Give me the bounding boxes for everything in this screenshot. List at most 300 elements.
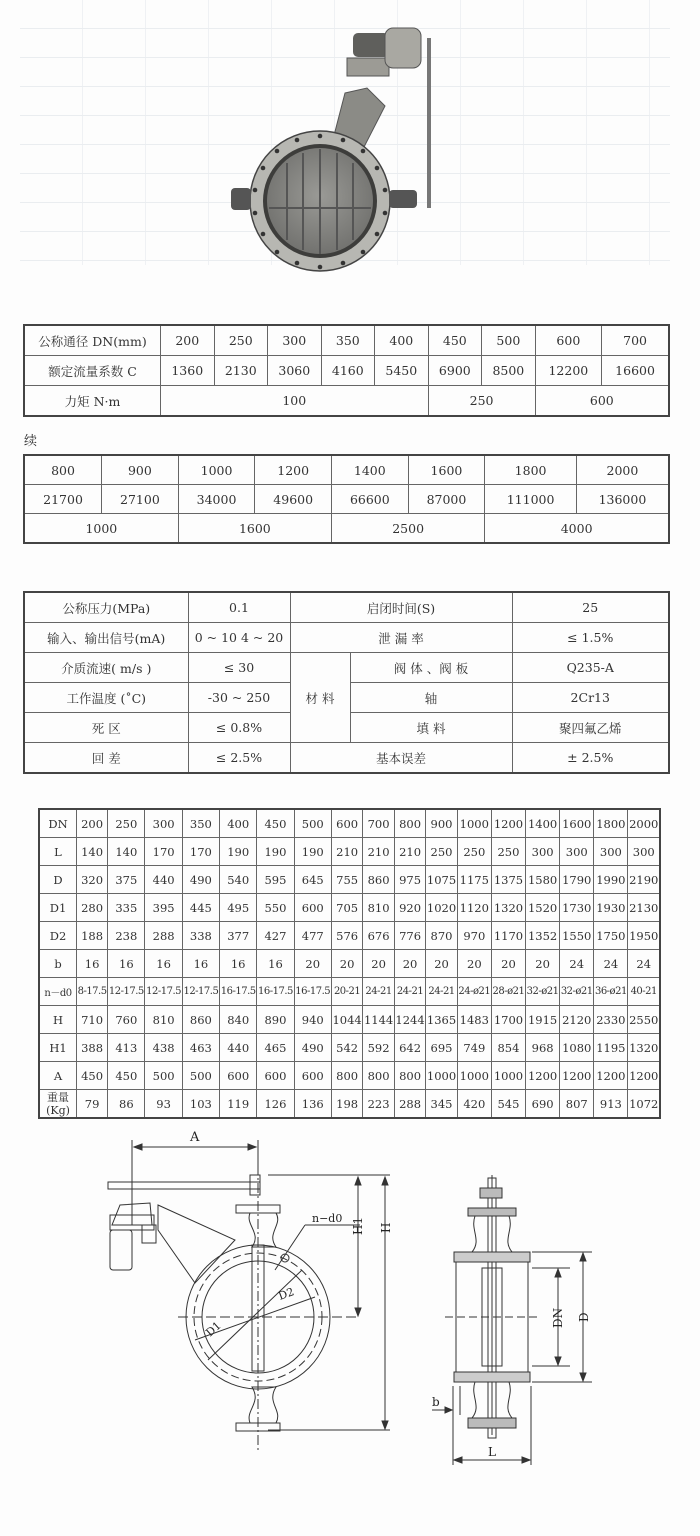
dim-cell: 450: [257, 809, 294, 838]
c-cell: 4160: [321, 356, 375, 386]
dim-cell: 1730: [560, 894, 594, 922]
dim-cell: 119: [220, 1090, 257, 1119]
table-row-torque: [24, 514, 669, 544]
dim-row: [39, 894, 660, 922]
torque-cell: 1000: [24, 514, 178, 544]
dim-cell: 1200: [560, 1062, 594, 1090]
dn-cell: 400: [375, 325, 429, 356]
arrow-icon: [248, 1144, 256, 1150]
dn-cell: 300: [268, 325, 322, 356]
spec-value: -30 ~ 250: [188, 683, 290, 713]
dim-cell: 140: [77, 838, 108, 866]
dim-cell: 755: [331, 866, 362, 894]
dim-cell: 1072: [628, 1090, 660, 1119]
dim-row: [39, 1090, 660, 1119]
c-cell: 66600: [332, 485, 409, 514]
dim-cell: 1000: [491, 1062, 525, 1090]
c-cell: 2130: [214, 356, 268, 386]
actuator-motor: [110, 1230, 132, 1270]
dim-row: [39, 838, 660, 866]
dim-cell: 20: [331, 950, 362, 978]
dim-cell: 250: [457, 838, 491, 866]
dim-cell: 413: [108, 1034, 145, 1062]
dim-cell: 1483: [457, 1006, 491, 1034]
dim-cell: 32-ø21: [560, 978, 594, 1006]
c-cell: 111000: [485, 485, 577, 514]
dim-cell: 970: [457, 922, 491, 950]
dim-cell: 920: [394, 894, 425, 922]
dim-cell: 600: [331, 809, 362, 838]
torque-cell: 100: [161, 386, 429, 417]
dim-cell: 1200: [594, 1062, 628, 1090]
dim-cell: 1000: [457, 809, 491, 838]
dim-cell: 695: [426, 1034, 457, 1062]
dim-cell: 800: [394, 1062, 425, 1090]
dn-cell: 1800: [485, 455, 577, 485]
dim-row: [39, 809, 660, 838]
dim-row-label: A: [39, 1062, 77, 1090]
flow-coefficient-table: [23, 324, 670, 417]
torque-cell: 250: [428, 386, 535, 417]
dim-cell: 1075: [426, 866, 457, 894]
spec-row: [24, 743, 669, 774]
dim-row: [39, 922, 660, 950]
dn-label: 公称通径 DN(mm): [24, 325, 161, 356]
arrow-icon: [445, 1407, 452, 1413]
spec-label: 公称压力(MPa): [24, 592, 188, 623]
dim-cell: 36-ø21: [594, 978, 628, 1006]
dim-cell: 250: [108, 809, 145, 838]
spec-label: 工作温度 (˚C): [24, 683, 188, 713]
dim-cell: 28-ø21: [491, 978, 525, 1006]
front-view-drawing: [90, 1125, 410, 1455]
shaft-end-right: [389, 190, 417, 208]
table-row-dn: [24, 455, 669, 485]
dimension-table: [38, 808, 661, 1119]
dim-cell: 16: [257, 950, 294, 978]
dim-cell: 400: [220, 809, 257, 838]
dim-cell: 495: [220, 894, 257, 922]
spec-row: [24, 623, 669, 653]
actuator-motor: [353, 33, 389, 57]
dim-cell: 338: [182, 922, 219, 950]
dim-cell: 1365: [426, 1006, 457, 1034]
dim-cell: 1520: [526, 894, 560, 922]
dim-cell: 700: [363, 809, 394, 838]
dim-cell: 24: [628, 950, 660, 978]
dim-cell: 427: [257, 922, 294, 950]
weight-label: 重量(Kg): [46, 1090, 70, 1117]
dim-cell: 190: [257, 838, 294, 866]
dim-cell: 854: [491, 1034, 525, 1062]
dim-cell: 420: [457, 1090, 491, 1119]
dim-cell: 545: [491, 1090, 525, 1119]
table-row-c: [24, 485, 669, 514]
dim-cell: 576: [331, 922, 362, 950]
dim-cell: 16-17.5: [220, 978, 257, 1006]
dim-cell: 800: [394, 809, 425, 838]
dim-cell: 676: [363, 922, 394, 950]
dim-row-label: b: [39, 950, 77, 978]
dim-row: [39, 1062, 660, 1090]
arrow-icon: [580, 1253, 586, 1261]
continued-label: 续: [24, 434, 38, 449]
dim-cell: 1915: [526, 1006, 560, 1034]
dim-cell: 1020: [426, 894, 457, 922]
side-view-drawing: [420, 1160, 600, 1480]
spec-label: 死 区: [24, 713, 188, 743]
dim-cell: 375: [108, 866, 145, 894]
c-cell: 16600: [602, 356, 669, 386]
arrow-icon: [555, 1269, 561, 1277]
dim-cell: 20-21: [331, 978, 362, 1006]
dim-row: [39, 950, 660, 978]
packing-nut: [480, 1188, 502, 1198]
dim-cell: 16: [77, 950, 108, 978]
dim-cell: 900: [426, 809, 457, 838]
dim-cell: 690: [526, 1090, 560, 1119]
label-d1: D1: [203, 1318, 224, 1340]
dim-cell: 1000: [457, 1062, 491, 1090]
spec-label: 填 料: [350, 713, 512, 743]
dim-cell: 1195: [594, 1034, 628, 1062]
dim-row-label: D: [39, 866, 77, 894]
dim-cell: 1750: [594, 922, 628, 950]
dim-cell: 1200: [628, 1062, 660, 1090]
c-cell: 5450: [375, 356, 429, 386]
dim-cell: 40-21: [628, 978, 660, 1006]
dim-cell: 1930: [594, 894, 628, 922]
c-cell: 34000: [178, 485, 255, 514]
dim-cell: 20: [363, 950, 394, 978]
dim-cell: 860: [363, 866, 394, 894]
spec-label: 介质流速( m/s ): [24, 653, 188, 683]
dn-cell: 350: [321, 325, 375, 356]
spec-row: [24, 592, 669, 623]
dim-cell: 810: [145, 1006, 182, 1034]
dim-cell: 465: [257, 1034, 294, 1062]
dim-cell: 490: [294, 1034, 331, 1062]
dim-cell: 776: [394, 922, 425, 950]
dim-cell: 450: [108, 1062, 145, 1090]
dim-cell: 24-ø21: [457, 978, 491, 1006]
dim-cell: 136: [294, 1090, 331, 1119]
c-cell: 12200: [535, 356, 602, 386]
dim-cell: 1200: [491, 809, 525, 838]
dim-row: [39, 978, 660, 1006]
dim-cell: 238: [108, 922, 145, 950]
dim-row-label: DN: [39, 809, 77, 838]
dim-cell: 188: [77, 922, 108, 950]
label-n-d0: n−d0: [312, 1212, 343, 1225]
c-cell: 21700: [24, 485, 102, 514]
dim-cell: 1700: [491, 1006, 525, 1034]
dim-cell: 940: [294, 1006, 331, 1034]
dim-cell: 440: [145, 866, 182, 894]
torque-cell: 1600: [178, 514, 331, 544]
arrow-icon: [580, 1373, 586, 1381]
dim-cell: 103: [182, 1090, 219, 1119]
dim-cell: 198: [331, 1090, 362, 1119]
dim-cell: 210: [394, 838, 425, 866]
dim-cell: 1244: [394, 1006, 425, 1034]
dn-cell: 2000: [576, 455, 669, 485]
arrow-icon: [555, 1357, 561, 1365]
dim-cell: 500: [182, 1062, 219, 1090]
dim-cell: 190: [294, 838, 331, 866]
dim-cell: 93: [145, 1090, 182, 1119]
dim-cell: 126: [257, 1090, 294, 1119]
dim-cell: 170: [145, 838, 182, 866]
label-l: L: [488, 1445, 496, 1459]
spec-table: [23, 591, 670, 774]
table-row-dn: [24, 325, 669, 356]
dim-cell: 280: [77, 894, 108, 922]
dim-cell: 1580: [526, 866, 560, 894]
top-flange: [468, 1208, 516, 1216]
dim-cell: 223: [363, 1090, 394, 1119]
dim-cell: 79: [77, 1090, 108, 1119]
dim-cell: 1320: [628, 1034, 660, 1062]
dim-cell: 250: [426, 838, 457, 866]
dn-cell: 600: [535, 325, 602, 356]
dim-cell: 250: [491, 838, 525, 866]
spec-value: ≤ 2.5%: [188, 743, 290, 774]
dim-cell: 1320: [491, 894, 525, 922]
arrow-icon: [355, 1177, 361, 1185]
dim-cell: 1352: [526, 922, 560, 950]
dim-row: [39, 1034, 660, 1062]
dim-cell: 975: [394, 866, 425, 894]
dim-cell: 16: [220, 950, 257, 978]
arrow-icon: [522, 1457, 530, 1463]
dim-cell: 642: [394, 1034, 425, 1062]
dim-cell: 288: [394, 1090, 425, 1119]
spec-value: 0 ~ 10 4 ~ 20: [188, 623, 290, 653]
spec-label: 启闭时间(S): [290, 592, 512, 623]
dim-cell: 20: [394, 950, 425, 978]
dim-cell: 1200: [526, 1062, 560, 1090]
spec-value: ≤ 1.5%: [512, 623, 669, 653]
dim-cell: 542: [331, 1034, 362, 1062]
dim-cell: 600: [257, 1062, 294, 1090]
dim-cell: 600: [220, 1062, 257, 1090]
dim-cell: 12-17.5: [108, 978, 145, 1006]
dim-cell: 500: [145, 1062, 182, 1090]
dim-cell: 1170: [491, 922, 525, 950]
dim-cell: 1375: [491, 866, 525, 894]
dim-cell: 20: [457, 950, 491, 978]
dn-cell: 200: [161, 325, 215, 356]
dim-cell: 16-17.5: [294, 978, 331, 1006]
dim-cell: 300: [594, 838, 628, 866]
dim-cell: 800: [331, 1062, 362, 1090]
dim-cell: 395: [145, 894, 182, 922]
dim-cell: 12-17.5: [182, 978, 219, 1006]
actuator-bracket: [158, 1205, 235, 1283]
dim-cell: 600: [294, 894, 331, 922]
dim-cell: 190: [220, 838, 257, 866]
dim-cell: 592: [363, 1034, 394, 1062]
dim-cell: 860: [182, 1006, 219, 1034]
dim-cell: 1175: [457, 866, 491, 894]
dim-cell: 16: [182, 950, 219, 978]
dim-d1-line: [208, 1270, 302, 1360]
dim-cell: 210: [363, 838, 394, 866]
dim-cell: 377: [220, 922, 257, 950]
dim-cell: 595: [257, 866, 294, 894]
c-cell: 6900: [428, 356, 482, 386]
label-h: H: [379, 1222, 393, 1233]
dim-row-label: L: [39, 838, 77, 866]
shaft-end-left: [231, 188, 251, 210]
dim-cell: 710: [77, 1006, 108, 1034]
c-cell: 87000: [408, 485, 485, 514]
arrow-icon: [382, 1421, 388, 1429]
dim-cell: 300: [145, 809, 182, 838]
spec-label: 输入、输出信号(mA): [24, 623, 188, 653]
dim-cell: 890: [257, 1006, 294, 1034]
dim-cell: 1000: [426, 1062, 457, 1090]
dim-cell: 12-17.5: [145, 978, 182, 1006]
actuator-gear: [385, 28, 421, 68]
spec-value: ≤ 30: [188, 653, 290, 683]
dim-cell: 550: [257, 894, 294, 922]
dim-cell: 1550: [560, 922, 594, 950]
dim-cell: 350: [182, 809, 219, 838]
dim-cell: 1400: [526, 809, 560, 838]
dim-cell: 335: [108, 894, 145, 922]
dim-cell: 2190: [628, 866, 660, 894]
spec-label: 回 差: [24, 743, 188, 774]
dim-cell: 840: [220, 1006, 257, 1034]
dim-row-label: D2: [39, 922, 77, 950]
dim-cell: 24: [560, 950, 594, 978]
spec-value: ≤ 0.8%: [188, 713, 290, 743]
spec-value: ± 2.5%: [512, 743, 669, 774]
arrow-icon: [134, 1144, 142, 1150]
dim-cell: 1790: [560, 866, 594, 894]
dn-cell: 1600: [408, 455, 485, 485]
dn-cell: 250: [214, 325, 268, 356]
dim-cell: 807: [560, 1090, 594, 1119]
dim-cell: 760: [108, 1006, 145, 1034]
dim-cell: 32-ø21: [526, 978, 560, 1006]
spec-row: [24, 653, 669, 683]
dim-cell: 1600: [560, 809, 594, 838]
dim-row: [39, 1006, 660, 1034]
dim-cell: 1080: [560, 1034, 594, 1062]
dn-cell: 800: [24, 455, 102, 485]
dim-cell: 24-21: [394, 978, 425, 1006]
label-b: b: [432, 1395, 440, 1409]
dim-cell: 749: [457, 1034, 491, 1062]
dim-row-label: H1: [39, 1034, 77, 1062]
dim-cell: 2000: [628, 809, 660, 838]
dn-cell: 700: [602, 325, 669, 356]
dim-cell: 2330: [594, 1006, 628, 1034]
dim-cell: 913: [594, 1090, 628, 1119]
dim-cell: 140: [108, 838, 145, 866]
dim-cell: 300: [526, 838, 560, 866]
dim-cell: 24-21: [426, 978, 457, 1006]
dim-cell: 2130: [628, 894, 660, 922]
dim-cell: 800: [363, 1062, 394, 1090]
dn-cell: 1000: [178, 455, 255, 485]
dim-cell: 540: [220, 866, 257, 894]
c-cell: 3060: [268, 356, 322, 386]
dim-cell: 968: [526, 1034, 560, 1062]
dim-row-label: H: [39, 1006, 77, 1034]
dn-cell: 900: [102, 455, 179, 485]
spec-value: Q235-A: [512, 653, 669, 683]
arrow-icon: [355, 1308, 361, 1316]
label-a: A: [190, 1130, 200, 1145]
table-row-c: [24, 356, 669, 386]
dim-cell: 388: [77, 1034, 108, 1062]
dim-cell: 24-21: [363, 978, 394, 1006]
dim-cell: 490: [182, 866, 219, 894]
dim-cell: 500: [294, 809, 331, 838]
arrow-icon: [382, 1177, 388, 1185]
material-label: 材 料: [290, 653, 350, 743]
dim-cell: 24: [594, 950, 628, 978]
dim-cell: 810: [363, 894, 394, 922]
label-d: D: [577, 1312, 591, 1322]
dim-cell: 445: [182, 894, 219, 922]
dim-cell: 20: [426, 950, 457, 978]
linkage-rod: [108, 1182, 260, 1189]
dim-cell: 8-17.5: [77, 978, 108, 1006]
flow-coefficient-table-continued: [23, 454, 670, 544]
dim-cell: 705: [331, 894, 362, 922]
arrow-icon: [454, 1457, 462, 1463]
c-cell: 27100: [102, 485, 179, 514]
dim-cell: 1144: [363, 1006, 394, 1034]
dim-cell: 320: [77, 866, 108, 894]
dim-cell: 16: [145, 950, 182, 978]
linkage-rod: [427, 38, 431, 208]
label-dn: DN: [551, 1307, 565, 1328]
dim-cell: 600: [294, 1062, 331, 1090]
dn-cell: 1200: [255, 455, 332, 485]
dim-cell: 440: [220, 1034, 257, 1062]
dim-cell: 20: [294, 950, 331, 978]
dim-row-label: D1: [39, 894, 77, 922]
c-cell: 8500: [482, 356, 536, 386]
spec-value: 聚四氟乙烯: [512, 713, 669, 743]
spec-value: 2Cr13: [512, 683, 669, 713]
c-cell: 136000: [576, 485, 669, 514]
dim-row-label: n－d0: [39, 978, 77, 1006]
dim-cell: 16: [108, 950, 145, 978]
dn-cell: 1400: [332, 455, 409, 485]
spec-label: 阀 体 、阀 板: [350, 653, 512, 683]
spec-label: 轴: [350, 683, 512, 713]
dim-cell: 463: [182, 1034, 219, 1062]
dim-cell: 86: [108, 1090, 145, 1119]
dim-row: [39, 866, 660, 894]
dim-cell: 300: [628, 838, 660, 866]
valve-photo: [225, 18, 445, 273]
dim-cell: 2550: [628, 1006, 660, 1034]
dim-cell: 1044: [331, 1006, 362, 1034]
torque-cell: 600: [535, 386, 669, 417]
torque-label: 力矩 N·m: [24, 386, 161, 417]
dim-row-label-weight: [39, 1090, 77, 1119]
actuator-box: [347, 58, 389, 76]
torque-cell: 4000: [485, 514, 669, 544]
